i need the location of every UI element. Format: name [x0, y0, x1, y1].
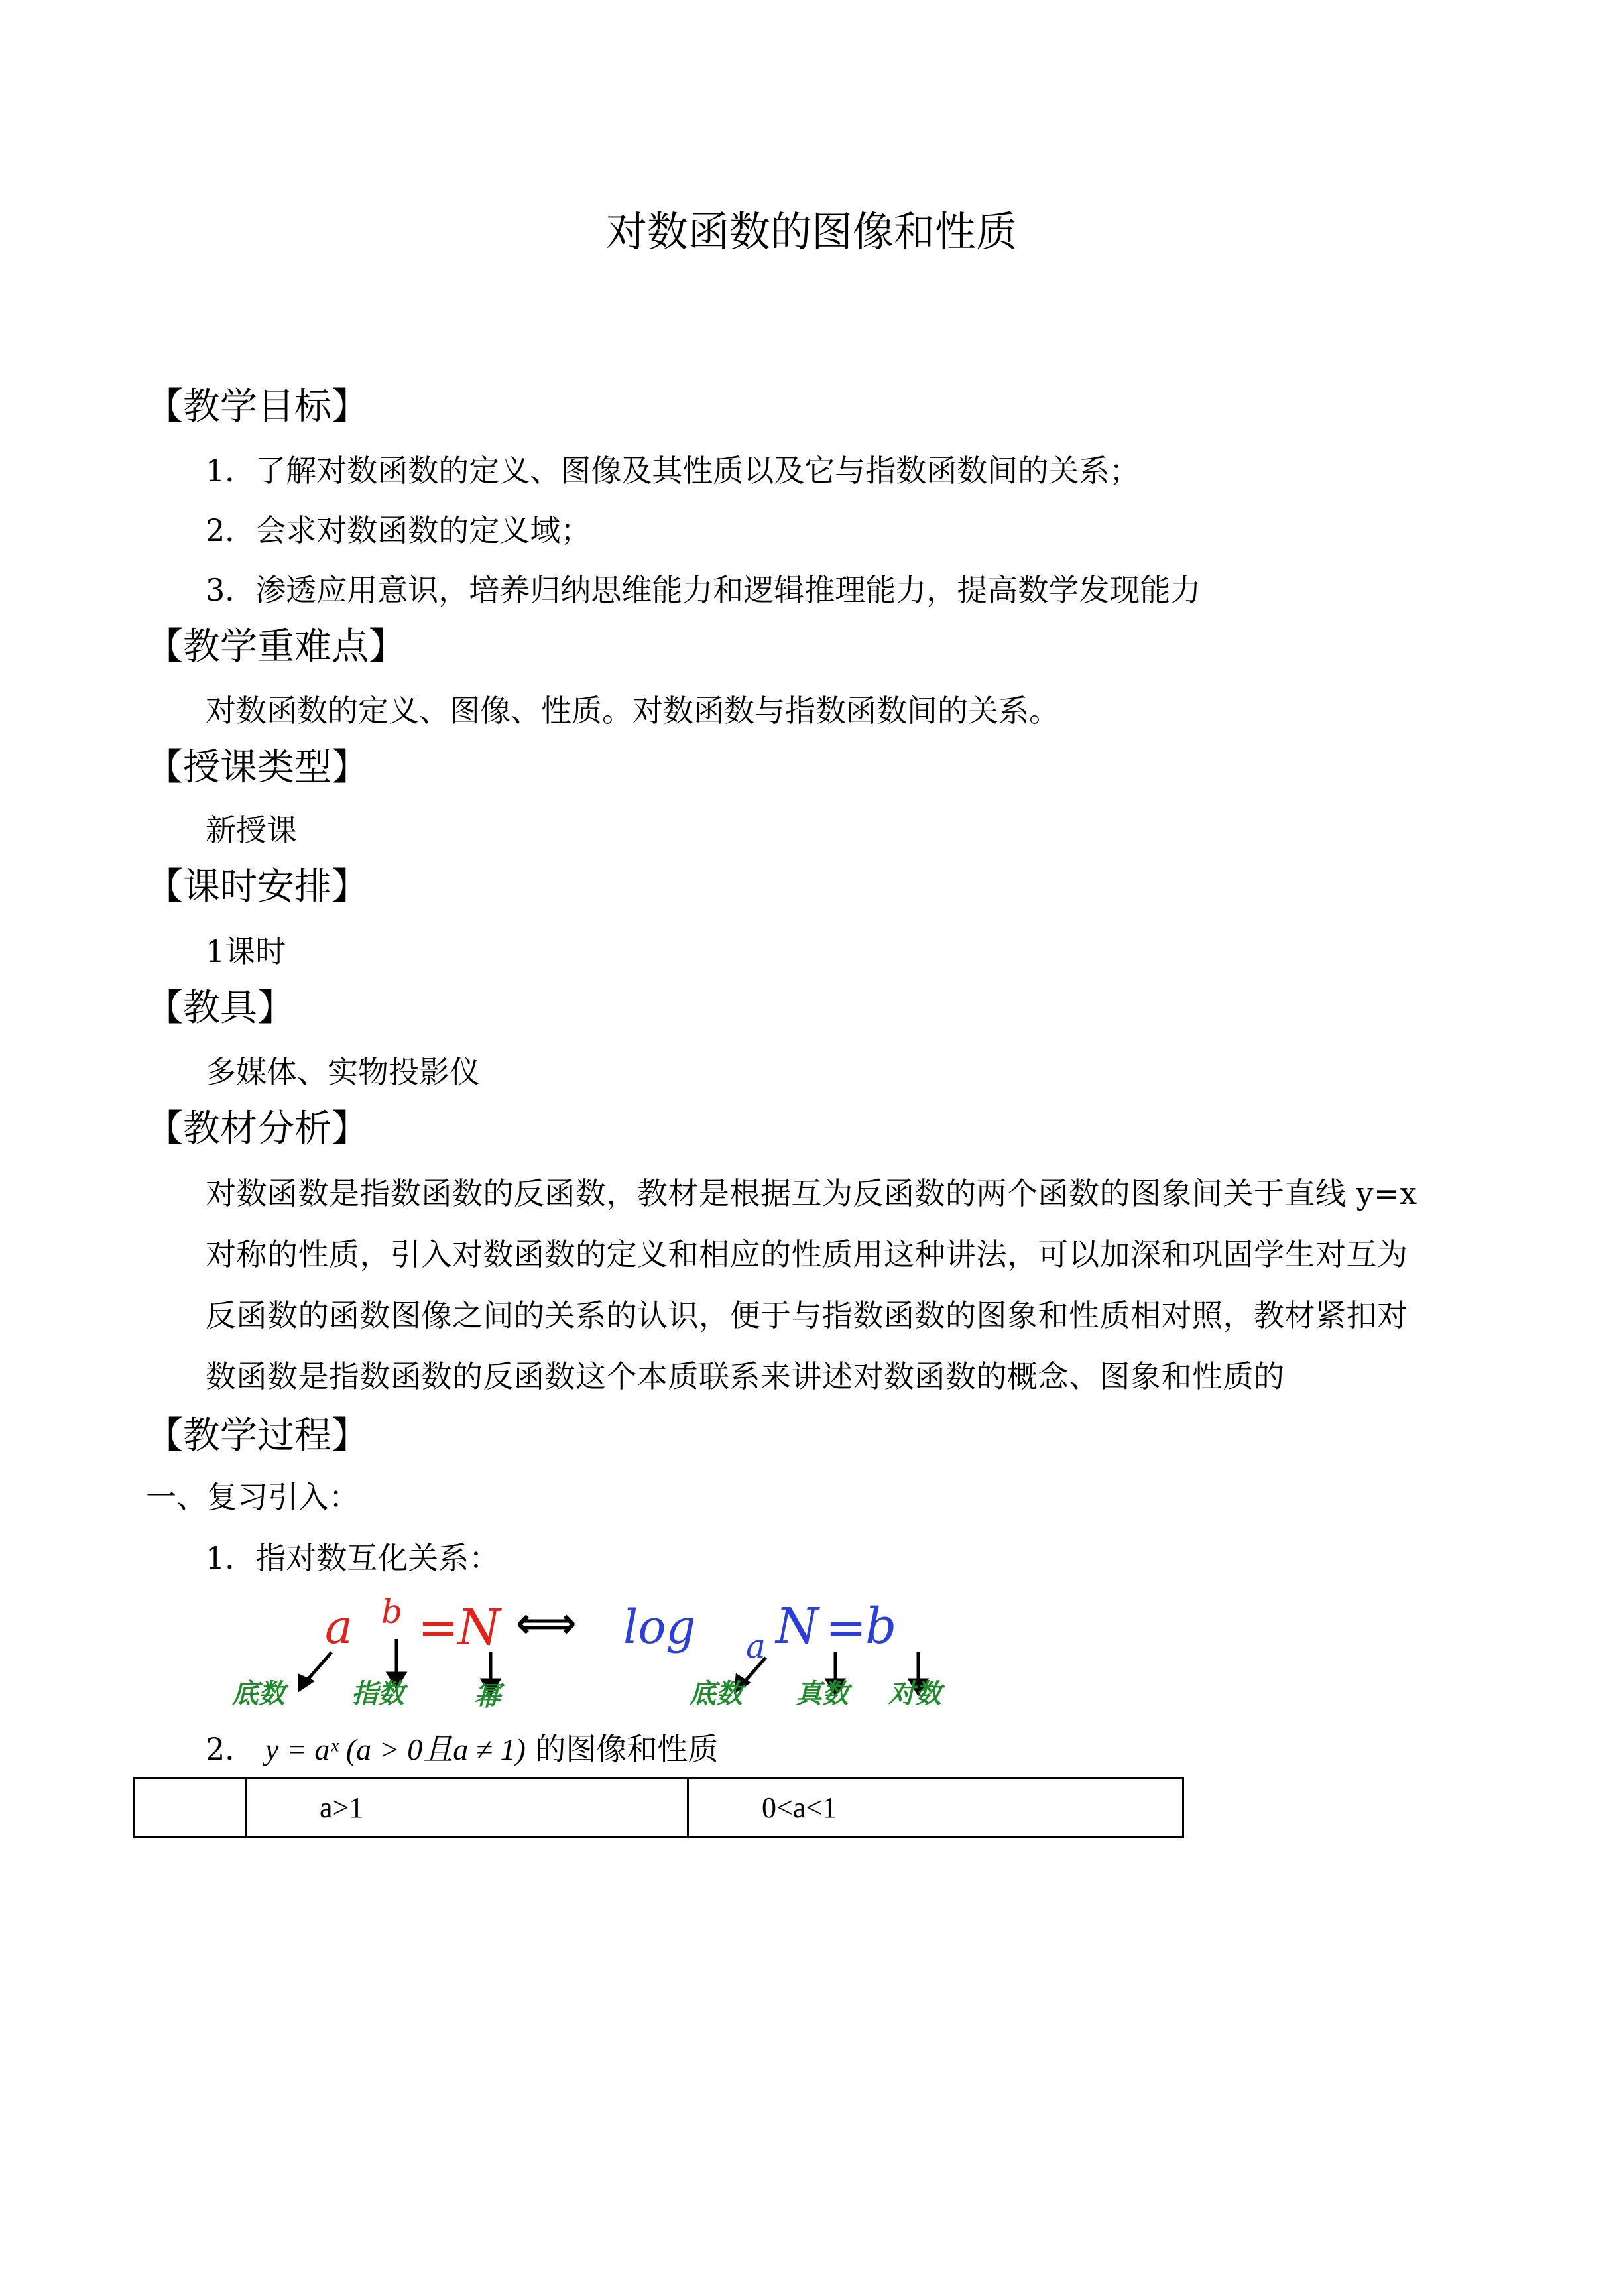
- label-power: 幂: [474, 1681, 501, 1711]
- review-item-2-tail: 的图像和性质: [535, 1731, 719, 1767]
- equivalence-arrow-icon: ⟺: [516, 1599, 577, 1648]
- formula-left-base: a: [325, 1600, 353, 1654]
- analysis-line-1: 对数函数是指数函数的反函数，教材是根据互为反函数的两个函数的图象间关于直线 y=x: [206, 1176, 1417, 1211]
- review-heading: 一、复习引入：: [146, 1479, 359, 1515]
- time-text: 1课时: [206, 934, 286, 969]
- properties-table: [133, 1777, 1184, 1838]
- table-row: [134, 1778, 1183, 1837]
- section-heading-tools: 【教具】: [146, 987, 294, 1030]
- table-header-a-lt-1: 0<a<1: [688, 1778, 1183, 1837]
- analysis-line-4: 数函数是指数函数的反函数这个本质联系来讲述对数函数的概念、图象和性质的: [206, 1359, 1285, 1394]
- formula-left-rhs: N: [457, 1599, 501, 1656]
- review-item-2: [206, 1729, 718, 1770]
- formula-log-arg: N: [776, 1598, 819, 1655]
- formula-left-exp: b: [381, 1593, 403, 1631]
- goal-item-2: 2．会求对数函数的定义域；: [206, 513, 591, 548]
- arrow-icon: [305, 1652, 331, 1683]
- section-heading-process: 【教学过程】: [146, 1414, 369, 1457]
- section-heading-time: 【课时安排】: [146, 865, 369, 908]
- label-logarithm: 对数: [888, 1679, 941, 1709]
- section-heading-key: 【教学重难点】: [146, 625, 406, 668]
- label-exponent: 指数: [351, 1679, 404, 1709]
- table-header-cell-empty: [134, 1778, 246, 1837]
- log-exp-formula-figure: [219, 1591, 1014, 1711]
- formula-log-base: a: [746, 1627, 766, 1665]
- goal-item-3: 3．渗透应用意识，培养归纳思维能力和逻辑推理能力，提高数学发现能力: [206, 572, 1201, 608]
- section-heading-goals: 【教学目标】: [146, 385, 369, 428]
- label-log-base: 底数: [690, 1679, 743, 1709]
- label-base: 底数: [232, 1679, 285, 1709]
- formula-right-eq: =: [825, 1599, 867, 1656]
- type-text: 新授课: [206, 812, 297, 848]
- formula-log: log: [623, 1600, 696, 1654]
- analysis-line-3: 反函数的函数图像之间的关系的认识，便于与指数函数的图象和性质相对照，教材紧扣对: [206, 1298, 1408, 1333]
- key-text: 对数函数的定义、图像、性质。对数函数与指数函数间的关系。: [206, 693, 1059, 729]
- label-antilog: 真数: [796, 1679, 849, 1709]
- section-heading-analysis: 【教材分析】: [146, 1107, 369, 1150]
- table-header-a-gt-1: a>1: [246, 1778, 688, 1837]
- review-item-2-formula: y = aˣ (a > 0且a ≠ 1): [265, 1732, 526, 1766]
- review-item-2-number: 2．: [206, 1731, 256, 1767]
- page-title: 对数函数的图像和性质: [605, 208, 1017, 256]
- goal-item-1: 1．了解对数函数的定义、图像及其性质以及它与指数函数间的关系；: [206, 453, 1140, 489]
- formula-right-rhs: b: [865, 1598, 897, 1655]
- review-item-1: 1．指对数互化关系：: [206, 1540, 500, 1576]
- section-heading-type: 【授课类型】: [146, 746, 369, 789]
- analysis-line-2: 对称的性质，引入对数函数的定义和相应的性质用这种讲法，可以加深和巩固学生对互为: [206, 1237, 1408, 1272]
- tools-text: 多媒体、实物投影仪: [206, 1054, 480, 1090]
- formula-left-eq: =: [418, 1599, 459, 1656]
